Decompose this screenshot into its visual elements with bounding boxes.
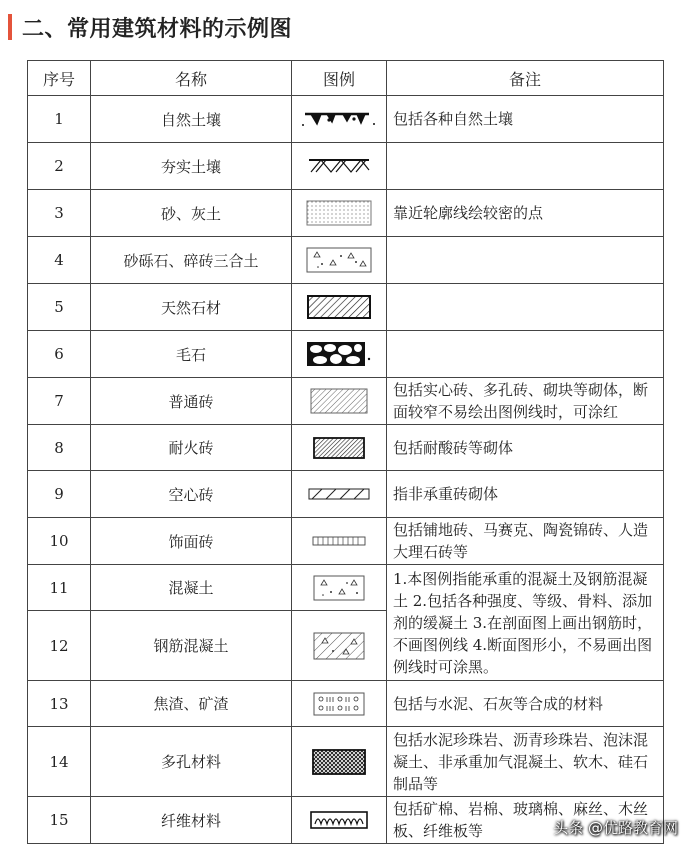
row-name: 自然土壤 — [91, 96, 292, 143]
row-note: 靠近轮廓线绘较密的点 — [387, 190, 664, 237]
table-row — [28, 284, 664, 331]
table-row — [28, 331, 664, 378]
page-title: 二、常用建筑材料的示例图 — [22, 16, 293, 42]
natural-stone-icon — [307, 295, 371, 319]
row-name: 砂砾石、碎砖三合土 — [91, 237, 292, 284]
row-index: 1 — [28, 96, 91, 143]
row-note: 包括耐酸砖等砌体 — [387, 425, 664, 471]
natural-soil-icon — [301, 109, 377, 129]
row-index: 5 — [28, 284, 91, 331]
row-index: 4 — [28, 237, 91, 284]
row-name: 饰面砖 — [91, 518, 292, 565]
table-row — [28, 143, 664, 190]
row-index: 12 — [28, 611, 91, 681]
row-note: 包括矿棉、岩棉、玻璃棉、麻丝、木丝板、纤维板等 — [387, 797, 664, 844]
row-note: 包括铺地砖、马赛克、陶瓷锦砖、人造大理石砖等 — [387, 518, 664, 565]
row-note: 指非承重砖砌体 — [387, 471, 664, 518]
firebrick-icon — [313, 437, 365, 459]
row-index: 15 — [28, 797, 91, 844]
heading-accent-bar — [8, 14, 12, 40]
row-index: 10 — [28, 518, 91, 565]
sand-lime-icon — [306, 200, 372, 226]
row-index: 11 — [28, 565, 91, 611]
facing-tile-icon — [311, 535, 367, 547]
row-index: 14 — [28, 727, 91, 797]
row-note: 包括各种自然土壤 — [387, 96, 664, 143]
table-row — [28, 727, 664, 797]
table-row — [28, 190, 664, 237]
row-note: 1.本图例指能承重的混凝土及钢筋混凝土 2.包括各种强度、等级、骨料、添加剂的缓凝土 3.在剖面图上画出钢筋时，不画图例线 4.断面图形小，不易画出图例线时可涂黑。 — [387, 565, 664, 681]
header-note: 备注 — [387, 61, 664, 96]
row-name: 多孔材料 — [91, 727, 292, 797]
row-note — [387, 237, 664, 284]
row-index: 9 — [28, 471, 91, 518]
table-row — [28, 237, 664, 284]
header-name: 名称 — [91, 61, 292, 96]
row-name: 焦渣、矿渣 — [91, 681, 292, 727]
table-row — [28, 565, 664, 611]
table-row — [28, 378, 664, 425]
row-name: 空心砖 — [91, 471, 292, 518]
row-index: 2 — [28, 143, 91, 190]
row-note: 包括与水泥、石灰等合成的材料 — [387, 681, 664, 727]
row-name: 天然石材 — [91, 284, 292, 331]
row-note: 包括实心砖、多孔砖、砌块等砌体，断面较窄不易绘出图例线时，可涂红 — [387, 378, 664, 425]
table-row — [28, 518, 664, 565]
table-header-row — [28, 61, 664, 96]
header-index: 序号 — [28, 61, 91, 96]
porous-icon — [312, 749, 366, 775]
section-heading — [8, 12, 292, 42]
table-row — [28, 96, 664, 143]
row-note: 包括水泥珍珠岩、沥青珍珠岩、泡沫混凝土、非承重加气混凝土、软木、硅石制品等 — [387, 727, 664, 797]
fiber-icon — [310, 811, 368, 829]
gravel-triple-icon — [306, 247, 372, 273]
row-note — [387, 331, 664, 378]
materials-table — [27, 60, 664, 844]
row-index: 3 — [28, 190, 91, 237]
concrete-icon — [313, 575, 365, 601]
row-index: 6 — [28, 331, 91, 378]
rammed-soil-icon — [307, 156, 371, 176]
header-symbol: 图例 — [292, 61, 387, 96]
slag-icon — [313, 692, 365, 716]
table-row — [28, 471, 664, 518]
hollow-brick-icon — [308, 487, 370, 501]
row-name: 钢筋混凝土 — [91, 611, 292, 681]
row-name: 耐火砖 — [91, 425, 292, 471]
table-row — [28, 425, 664, 471]
table-row — [28, 681, 664, 727]
row-name: 混凝土 — [91, 565, 292, 611]
row-index: 7 — [28, 378, 91, 425]
row-name: 毛石 — [91, 331, 292, 378]
row-name: 夯实土壤 — [91, 143, 292, 190]
row-name: 纤维材料 — [91, 797, 292, 844]
rubble-icon — [306, 341, 372, 367]
row-index: 8 — [28, 425, 91, 471]
row-index: 13 — [28, 681, 91, 727]
row-name: 砂、灰土 — [91, 190, 292, 237]
row-name: 普通砖 — [91, 378, 292, 425]
common-brick-icon — [310, 388, 368, 414]
row-note — [387, 284, 664, 331]
row-note — [387, 143, 664, 190]
reinforced-concrete-icon — [313, 632, 365, 660]
watermark: 头条 @优路教育网 — [553, 819, 678, 837]
